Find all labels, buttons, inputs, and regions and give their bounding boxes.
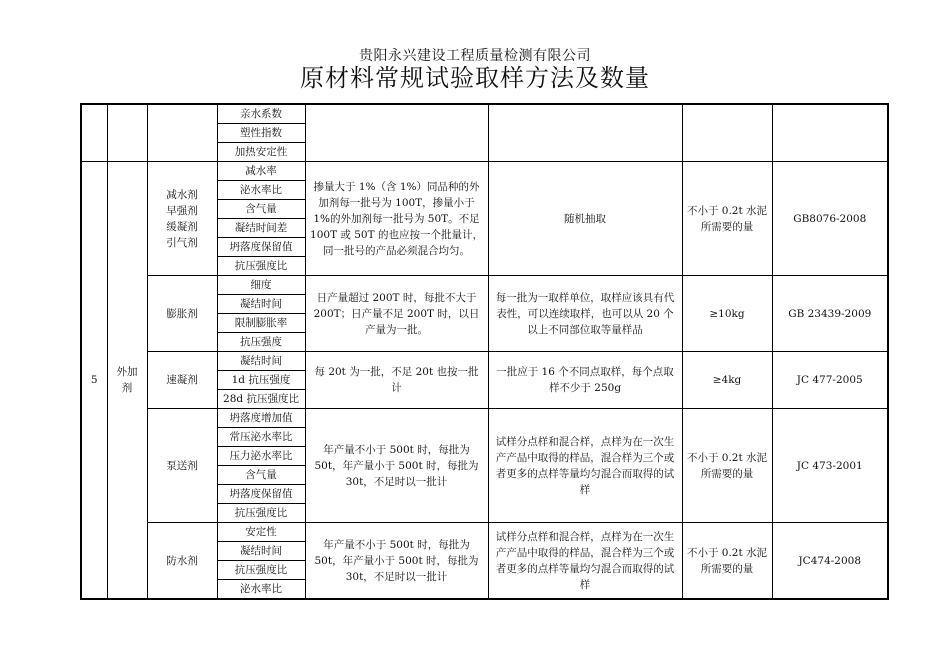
batch-cell: 年产量不小于 500t 时，每批为 50t，年产量小于 500t 时，每批为 30t，不足时以一批计	[305, 409, 488, 523]
admixture-name-cell	[147, 352, 217, 409]
admixture-name-line: 速凝剂	[166, 374, 198, 386]
param-cell: 1d 抗压强度	[217, 371, 305, 390]
standard-cell: GB 23439-2009	[772, 276, 888, 352]
batch-cell: 日产量超过 200T 时，每批不大于 200T；日产量不足 200T 时，以日产量为一批。	[305, 276, 488, 352]
standard-cell: GB8076-2008	[772, 162, 888, 276]
standard-cell-empty	[772, 104, 888, 162]
admixture-name-line: 减水剂	[166, 188, 198, 201]
param-cell: 压力泌水率比	[217, 447, 305, 466]
admixture-name-cell	[147, 276, 217, 352]
group-index-cell: 5	[81, 162, 107, 600]
method-cell: 试样分点样和混合样，点样为在一次生产产品中取得的样品，混合样为三个或者更多的点样等量均匀混合而取得的试样	[488, 523, 682, 600]
param-cell: 泌水率比	[217, 181, 305, 200]
method-cell-empty	[488, 104, 682, 162]
param-cell: 坍落度增加值	[217, 409, 305, 428]
param-cell: 凝结时间	[217, 352, 305, 371]
subname-cell-empty	[147, 104, 217, 162]
document-title: 原材料常规试验取样方法及数量	[300, 64, 650, 92]
sampling-table	[80, 103, 889, 600]
standard-cell: JC 477-2005	[772, 352, 888, 409]
param-cell: 凝结时间	[217, 295, 305, 314]
group-name-cell	[107, 162, 147, 600]
batch-cell: 掺量大于 1%（含 1%）同品种的外加剂每一批号为 100T，掺量小于 1%的外加剂每一批号为 50T。不足 100T 或 50T 的也应按一个批量计，同一批号的产品必须混合均匀。	[305, 162, 488, 276]
method-cell: 试样分点样和混合样，点样为在一次生产产品中取得的样品，混合样为三个或者更多的点样等量均匀混合而取得的试样	[488, 409, 682, 523]
group-name-line: 剂	[121, 382, 133, 394]
param-cell: 含气量	[217, 466, 305, 485]
param-cell: 含气量	[217, 200, 305, 219]
param-cell: 抗压强度	[217, 333, 305, 352]
param-cell: 安定性	[217, 523, 305, 542]
company-name: 贵阳永兴建设工程质量检测有限公司	[359, 48, 591, 64]
admixture-name-line: 膨胀剂	[166, 307, 198, 320]
method-cell: 一批应于 16 个不同点取样，每个点取样不少于 250g	[488, 352, 682, 409]
admixture-name-line: 泵送剂	[166, 459, 198, 472]
quantity-cell: 不小于 0.2t 水泥所需要的量	[682, 409, 772, 523]
admixture-name-cell	[147, 162, 217, 276]
table-row	[81, 276, 888, 295]
quantity-cell-empty	[682, 104, 772, 162]
param-cell: 坍落度保留值	[217, 238, 305, 257]
param-cell: 抗压强度比	[217, 561, 305, 580]
table-row	[81, 104, 888, 124]
name-cell-empty	[107, 104, 147, 162]
admixture-name-cell	[147, 409, 217, 523]
param-cell: 限制膨胀率	[217, 314, 305, 333]
quantity-cell: ≥4kg	[682, 352, 772, 409]
index-cell-empty	[81, 104, 107, 162]
table-row	[81, 409, 888, 428]
batch-cell-empty	[305, 104, 488, 162]
admixture-name-cell	[147, 523, 217, 600]
param-cell: 28d 抗压强度比	[217, 390, 305, 409]
admixture-name-line: 引气剂	[166, 236, 198, 249]
param-cell: 亲水系数	[217, 104, 305, 124]
param-cell: 抗压强度比	[217, 257, 305, 276]
standard-cell: JC 473-2001	[772, 409, 888, 523]
method-cell: 随机抽取	[488, 162, 682, 276]
param-cell: 减水率	[217, 162, 305, 181]
param-cell: 凝结时间差	[217, 219, 305, 238]
batch-cell: 年产量不小于 500t 时，每批为 50t，年产量小于 500t 时，每批为 30t，不足时以一批计	[305, 523, 488, 600]
admixture-name-line: 防水剂	[166, 554, 198, 567]
group-name-line: 外加	[116, 366, 138, 378]
table-row	[81, 162, 888, 181]
table-row	[81, 523, 888, 542]
quantity-cell: 不小于 0.2t 水泥所需要的量	[682, 162, 772, 276]
param-cell: 加热安定性	[217, 143, 305, 162]
param-cell: 塑性指数	[217, 124, 305, 143]
quantity-cell: ≥10kg	[682, 276, 772, 352]
param-cell: 抗压强度比	[217, 504, 305, 523]
param-cell: 泌水率比	[217, 580, 305, 600]
quantity-cell: 不小于 0.2t 水泥所需要的量	[682, 523, 772, 600]
table-row	[81, 352, 888, 371]
admixture-name-line: 早强剂	[166, 204, 198, 217]
param-cell: 常压泌水率比	[217, 428, 305, 447]
method-cell: 每一批为一取样单位，取样应该具有代表性，可以连续取样，也可以从 20 个以上不同部位取等量样品	[488, 276, 682, 352]
param-cell: 凝结时间	[217, 542, 305, 561]
param-cell: 细度	[217, 276, 305, 295]
admixture-name-line: 缓凝剂	[166, 220, 198, 233]
param-cell: 坍落度保留值	[217, 485, 305, 504]
standard-cell: JC474-2008	[772, 523, 888, 600]
batch-cell: 每 20t 为一批，不足 20t 也按一批计	[305, 352, 488, 409]
